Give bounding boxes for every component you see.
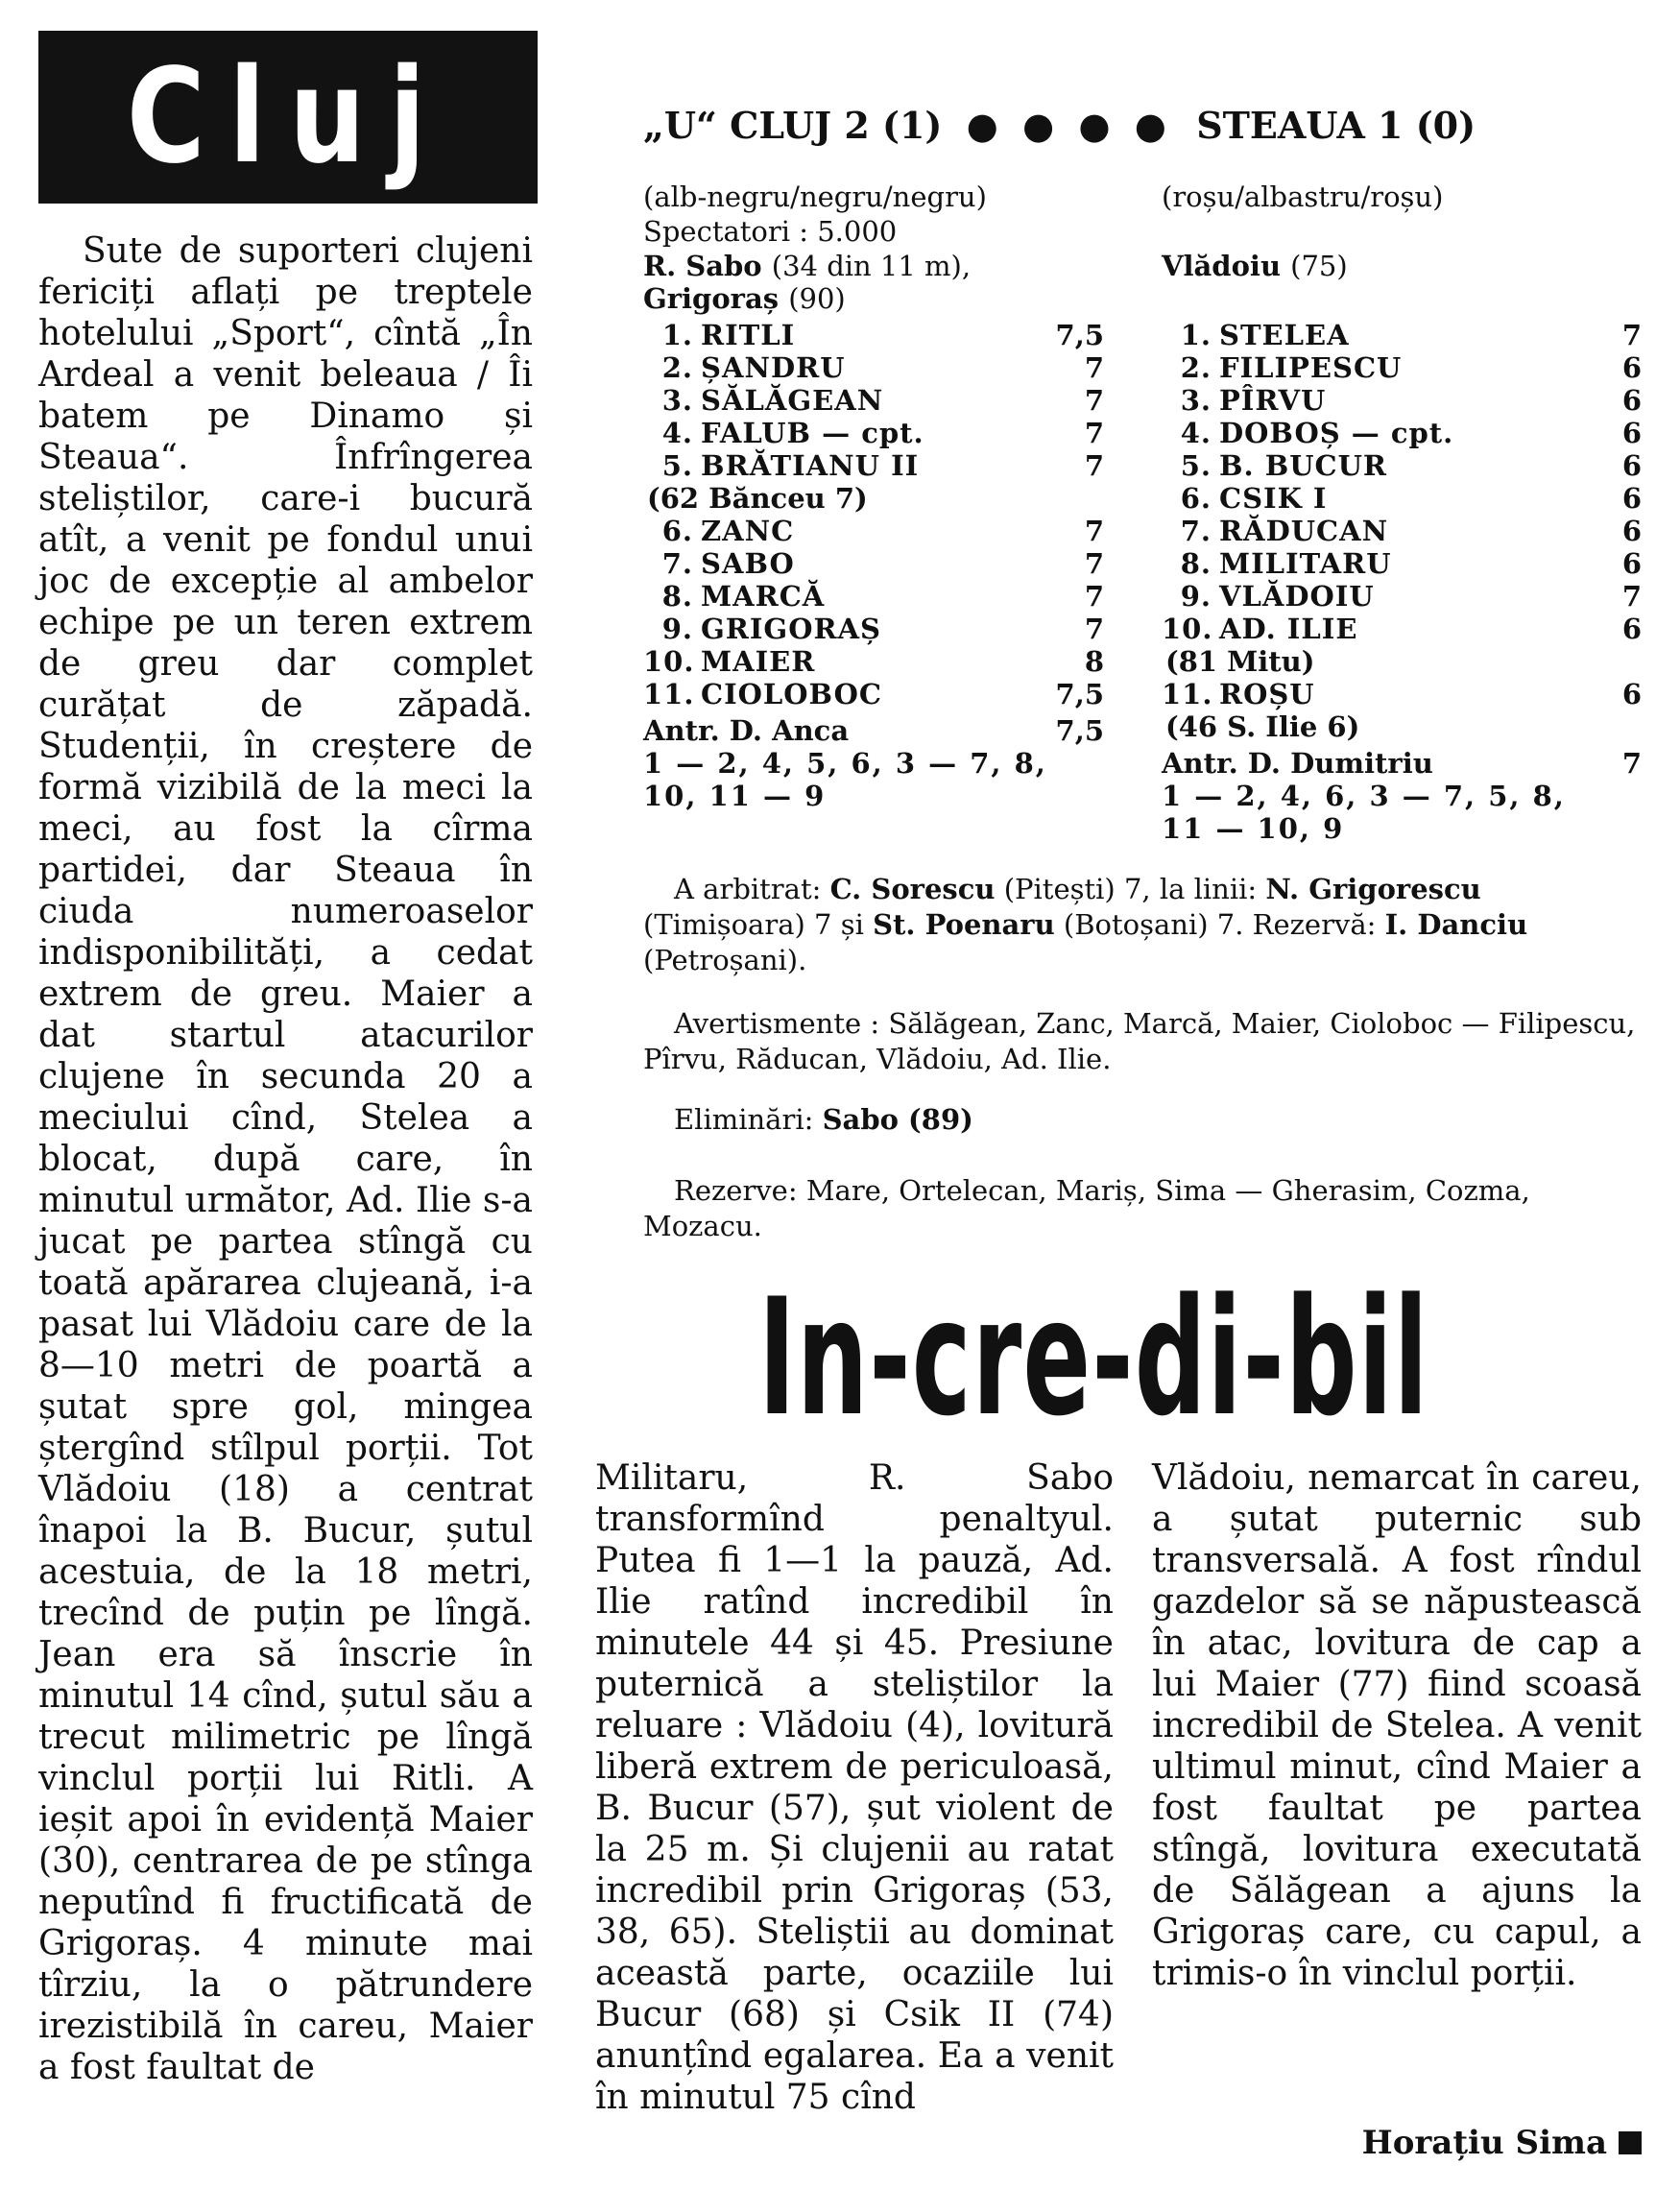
- substitution: (81 Mitu): [1165, 645, 1315, 678]
- headline: In-cre-di-bil: [758, 1263, 1429, 1452]
- player-name: SĂLĂGEAN: [701, 384, 884, 417]
- reserves-text: Rezerve: Mare, Ortelecan, Mariș, Sima — Gherasim, Cozma, Mozacu.: [643, 1174, 1530, 1242]
- linesman-1-name: N. Grigorescu: [1265, 873, 1481, 905]
- player-row: [1162, 515, 1642, 547]
- ejections-value: Sabo (89): [822, 1103, 973, 1136]
- officials-text: [643, 872, 1642, 978]
- away-players: [1162, 319, 1642, 743]
- referee-name: C. Sorescu: [829, 873, 996, 905]
- away-scorer-minute: (75): [1290, 250, 1348, 282]
- player-grade: 7: [1084, 613, 1104, 645]
- player-number: 4.: [1180, 417, 1212, 449]
- player-grade: 7: [1084, 547, 1104, 580]
- home-coach: [643, 714, 1104, 747]
- end-mark-icon: [1619, 2131, 1642, 2154]
- home-scorer-minute: (34 din 11 m),: [771, 250, 972, 282]
- away-lineup: [1162, 180, 1642, 845]
- away-coach: [1162, 747, 1642, 780]
- player-number: 7.: [661, 547, 693, 580]
- linesman-2-city: (Botoșani) 7. Rezervă:: [1063, 908, 1377, 941]
- home-formation-1: 1 — 2, 4, 5, 6, 3 — 7, 8,: [643, 747, 1047, 780]
- warnings-text: Avertismente : Sălăgean, Zanc, Marcă, Maier, Cioloboc — Filipescu, Pîrvu, Răducan, Vlădoiu, Ad. Ilie.: [643, 1007, 1636, 1075]
- player-name: CSIK I: [1219, 482, 1328, 515]
- home-colors: (alb-negru/negru/negru): [643, 180, 987, 213]
- article-right-column: [1152, 1457, 1642, 1994]
- player-name: RĂDUCAN: [1219, 515, 1389, 547]
- player-row: [643, 319, 1104, 351]
- spectators: Spectatori : 5.000: [643, 215, 898, 248]
- ejections-block: [643, 1102, 1642, 1138]
- player-grade: 7: [1084, 449, 1104, 482]
- away-scorer-1: [1162, 250, 1642, 282]
- coach-grade: 7: [1621, 747, 1642, 780]
- away-formation-2: 11 — 10, 9: [1162, 812, 1345, 845]
- player-row: [643, 417, 1104, 449]
- player-row: [1162, 319, 1642, 351]
- player-name: MILITARU: [1219, 547, 1392, 580]
- coach-grade: 7,5: [1055, 714, 1104, 747]
- player-grade: 6: [1621, 547, 1642, 580]
- article-left-text: Sute de suporteri clujeni fericiți aflați pe treptele hotelului „Sport“, cîntă „În Ardeal a venit beleaua / Îi batem pe Dinamo și Steaua“. Înfrîngerea steliștilor, care-i bucură atît, a venit pe fondul unui joc de excepție al ambelor echipe pe un teren extrem de greu dar complet curățat de zăpadă. Studenții, în creștere de formă vizibilă de la meci la meci, au fost la cîrma partidei, dar Steaua în ciuda numeroaselor indisponibilități, a cedat extrem de greu. Maier a dat startul atacurilor clujene în secunda 20 a meciului cînd, Stelea a blocat, după care, în minutul următor, Ad. Ilie s-a jucat pe partea stîngă cu toată apărarea clujeană, i-a pasat lui Vlădoiu care de la 8—10 metri de poartă a șutat spre gol, mingea ștergînd stîlpul porții. Tot Vlădoiu (18) a centrat înapoi la B. Bucur, șutul acestuia, de la 18 metri, trecînd de puțin pe lîngă. Jean era să înscrie în minutul 14 cînd, șutul său a trecut milimetric pe lîngă vinclul porții lui Ritli. A ieșit apoi în evidență Maier (30), centrarea de pe stînga neputînd fi fructificată de Grigoraș. 4 minute mai tîrziu, la o pătrundere irezistibilă în careu, Maier a fost faultat de: [38, 231, 533, 2087]
- player-row: [1162, 351, 1642, 384]
- player-row: [1162, 613, 1642, 645]
- player-row: [1162, 580, 1642, 613]
- player-row: [643, 351, 1104, 384]
- player-number: 4.: [661, 417, 693, 449]
- player-name: DOBOȘ — cpt.: [1219, 417, 1454, 449]
- player-grade: 7,5: [1055, 319, 1104, 351]
- score-separator: ● ● ● ●: [966, 104, 1172, 147]
- player-name: PÎRVU: [1219, 384, 1327, 417]
- player-grade: 7: [1084, 384, 1104, 417]
- player-number: 3.: [1180, 384, 1212, 417]
- player-number: 7.: [1180, 515, 1212, 547]
- player-grade: 7: [1084, 580, 1104, 613]
- player-name: MAIER: [701, 645, 816, 678]
- match-header: [643, 104, 1642, 147]
- player-name: VLĂDOIU: [1219, 580, 1375, 613]
- player-name: BRĂTIANU II: [701, 449, 920, 482]
- player-row: [1162, 384, 1642, 417]
- player-grade: 8: [1084, 645, 1104, 678]
- player-row: [643, 645, 1104, 678]
- player-row: [643, 515, 1104, 547]
- player-grade: 7: [1621, 319, 1642, 351]
- player-number: 6.: [1180, 482, 1212, 515]
- reserve-referee-city: (Petroșani).: [643, 944, 807, 976]
- player-name: B. BUCUR: [1219, 449, 1387, 482]
- player-name: RITLI: [701, 319, 796, 351]
- player-grade: 6: [1621, 384, 1642, 417]
- player-number: 9.: [1180, 580, 1212, 613]
- player-number: 8.: [661, 580, 693, 613]
- masthead-title: Cluj: [126, 41, 450, 193]
- player-row: [643, 384, 1104, 417]
- home-scorer-2: [643, 282, 1104, 315]
- player-grade: 6: [1621, 449, 1642, 482]
- player-name: SABO: [701, 547, 795, 580]
- player-row: [643, 613, 1104, 645]
- player-name: CIOLOBOC: [701, 678, 882, 710]
- player-grade: 7: [1084, 351, 1104, 384]
- article-middle-text: Militaru, R. Sabo transformînd penaltyul. Putea fi 1—1 la pauză, Ad. Ilie ratînd incredibil în minutele 44 și 45. Presiune puternică a steliștilor la reluare : Vlădoiu (4), lovitură liberă extrem de periculoasă, B. Bucur (57), șut violent de la 25 m. Și clujenii au ratat incredibil prin Grigoraș (53, 38, 65). Steliștii au dominat această parte, ocaziile lui Bucur (68) și Csik II (74) anunțînd egalarea. Ea a venit în minutul 75 cînd: [595, 1458, 1114, 2117]
- ejections-text: [643, 1102, 1642, 1138]
- player-number: 1.: [661, 319, 693, 351]
- player-name: MARCĂ: [701, 580, 826, 613]
- home-scorer-minute: (90): [788, 282, 846, 315]
- player-number: 2.: [661, 351, 693, 384]
- home-formation-2: 10, 11 — 9: [643, 780, 827, 812]
- player-name: GRIGORAȘ: [701, 613, 882, 645]
- author-name: Horațiu Sima: [1361, 2124, 1607, 2162]
- coach-name: Antr. D. Dumitriu: [1162, 747, 1433, 780]
- linesman-1-city: (Timișoara) 7 și: [643, 908, 864, 941]
- player-grade: 6: [1621, 482, 1642, 515]
- player-number: 5.: [661, 449, 693, 482]
- player-number: 2.: [1180, 351, 1212, 384]
- away-colors: (roșu/albastru/roșu): [1162, 180, 1444, 213]
- player-number: 3.: [661, 384, 693, 417]
- linesman-2-name: St. Poenaru: [873, 908, 1055, 941]
- player-number: 5.: [1180, 449, 1212, 482]
- player-row: [1162, 417, 1642, 449]
- player-name: ZANC: [701, 515, 795, 547]
- substitution: (62 Bănceu 7): [647, 482, 868, 515]
- player-row: [1162, 678, 1642, 710]
- officials-label: A arbitrat:: [674, 873, 822, 905]
- coach-name: Antr. D. Anca: [643, 714, 850, 747]
- home-players: [643, 319, 1104, 710]
- player-row: [643, 678, 1104, 710]
- player-grade: 6: [1621, 417, 1642, 449]
- player-grade: 7: [1621, 580, 1642, 613]
- article-middle-column: [595, 1457, 1114, 2118]
- home-scorer-name: Grigoraș: [643, 282, 780, 315]
- player-name: FILIPESCU: [1219, 351, 1403, 384]
- article-left-column: [38, 230, 533, 2088]
- player-number: 11.: [1162, 678, 1213, 710]
- player-number: 10.: [1162, 613, 1213, 645]
- player-row: [643, 449, 1104, 482]
- player-name: ROȘU: [1219, 678, 1315, 710]
- warnings-block: [643, 1006, 1642, 1077]
- player-grade: 7: [1084, 417, 1104, 449]
- officials-block: [643, 872, 1642, 978]
- player-row: [643, 547, 1104, 580]
- away-formation-1: 1 — 2, 4, 6, 3 — 7, 5, 8,: [1162, 780, 1566, 812]
- player-row: [1162, 482, 1642, 515]
- home-lineup: [643, 180, 1104, 812]
- reserves-block: [643, 1173, 1642, 1244]
- home-scorer-1: [643, 250, 1104, 282]
- player-grade: 6: [1621, 351, 1642, 384]
- player-row: [1162, 449, 1642, 482]
- player-row: [1162, 547, 1642, 580]
- player-grade: 6: [1621, 515, 1642, 547]
- player-number: 6.: [661, 515, 693, 547]
- article-right-text: Vlădoiu, nemarcat în careu, a șutat puternic sub transversală. A fost rîndul gazdelor să se năpustească în atac, lovitura de cap a lui Maier (77) fiind scoasă incredibil de Stelea. A venit ultimul minut, cînd Maier a fost faultat pe partea stîngă, lovitura executată de Sălăgean a ajuns la Grigoraș care, cu capul, a trimis-o în vinclul porții.: [1152, 1458, 1642, 1993]
- player-number: 10.: [643, 645, 695, 678]
- masthead-box: [38, 31, 538, 204]
- player-grade: 7,5: [1055, 678, 1104, 710]
- player-row: [643, 580, 1104, 613]
- referee-city: (Pitești) 7, la linii:: [1003, 873, 1258, 905]
- substitution: (46 S. Ilie 6): [1165, 710, 1360, 743]
- home-team-score: „U“ CLUJ 2 (1): [643, 104, 943, 147]
- player-number: 11.: [643, 678, 695, 710]
- player-grade: 6: [1621, 613, 1642, 645]
- player-name: AD. ILIE: [1219, 613, 1358, 645]
- player-number: 8.: [1180, 547, 1212, 580]
- player-number: 9.: [661, 613, 693, 645]
- author-signature: [1362, 2124, 1642, 2162]
- player-grade: 6: [1621, 678, 1642, 710]
- ejections-label: Eliminări:: [674, 1103, 814, 1136]
- player-number: 1.: [1180, 319, 1212, 351]
- reserve-referee-name: I. Danciu: [1384, 908, 1528, 941]
- player-name: FALUB — cpt.: [701, 417, 924, 449]
- home-scorer-name: R. Sabo: [643, 250, 762, 282]
- player-name: STELEA: [1219, 319, 1350, 351]
- player-name: ȘANDRU: [701, 351, 846, 384]
- away-team-score: STEAUA 1 (0): [1196, 104, 1476, 147]
- player-grade: 7: [1084, 515, 1104, 547]
- away-scorer-name: Vlădoiu: [1162, 250, 1282, 282]
